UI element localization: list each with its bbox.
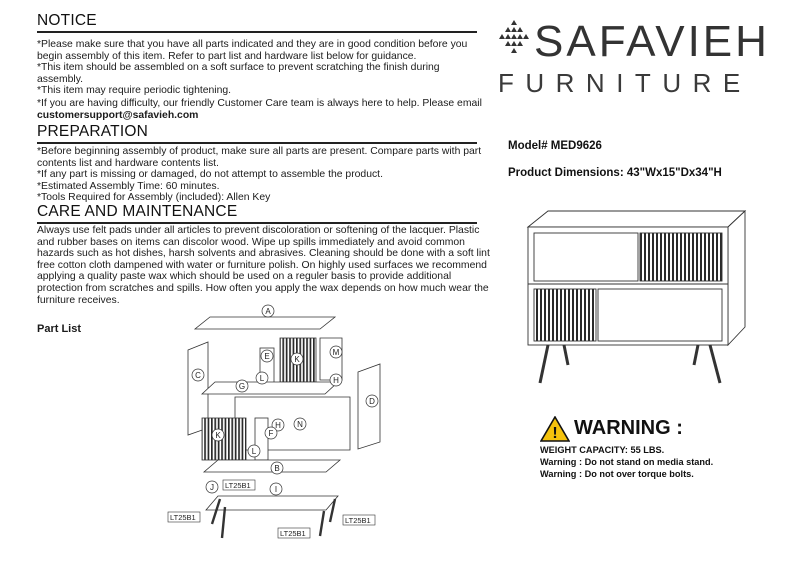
warning-triangle-icon	[540, 416, 570, 442]
label-m: M	[332, 348, 340, 357]
warning-weight-capacity: WEIGHT CAPACITY: 55 LBS.	[540, 445, 665, 455]
model-number: Model# MED9626	[508, 140, 602, 152]
label-h-upper: H	[333, 376, 339, 385]
part-j-leg	[222, 507, 225, 538]
label-n: N	[297, 420, 303, 429]
part-m-panel	[320, 338, 342, 380]
part-k-lower-door	[202, 418, 246, 460]
label-b: B	[274, 464, 280, 473]
assembled-cabinet-illustration	[520, 205, 750, 390]
warning-exclamation: !	[552, 425, 558, 442]
care-text	[37, 225, 499, 306]
warning-no-over-torque: Warning : Do not over torque bolts.	[540, 469, 694, 479]
part-n-back-panel	[235, 397, 350, 450]
label-lt25b1-top: LT25B1	[225, 481, 251, 490]
part-a-top-panel	[195, 317, 335, 329]
label-i: I	[274, 485, 278, 494]
label-e: E	[264, 352, 270, 361]
care-divider	[37, 222, 477, 224]
label-h-lower: H	[275, 421, 281, 430]
warning-no-stand: Warning : Do not stand on media stand.	[540, 457, 714, 467]
part-j-leg	[320, 511, 324, 536]
label-l-lower: L	[251, 447, 257, 456]
preparation-line: *Estimated Assembly Time: 60 minutes.	[37, 180, 220, 192]
label-c: C	[195, 371, 201, 380]
label-l-upper: L	[259, 374, 265, 383]
brand-subtitle: FURNITURE	[498, 68, 752, 98]
part-j-leg	[212, 499, 220, 524]
notice-line: *This item should be assembled on a soft surface to prevent scratching the finish during assembly.	[37, 62, 440, 85]
label-k-lower: K	[215, 431, 221, 440]
notice-line: *This item may require periodic tightening.	[37, 85, 232, 97]
notice-line: *Please make sure that you have all parts indicated and they are in good condition before you begin assembly of this item. Refer to part list and hardware list below for guidance.	[37, 39, 468, 62]
safavieh-logo-icon	[496, 20, 532, 54]
notice-line: *If you are having difficulty, our friendly Customer Care team is always here to help. Please email	[37, 97, 482, 109]
label-j: J	[210, 483, 214, 492]
care-paragraph: Always use felt pads under all articles to prevent discoloration or softening of the lacquer. Plastic and rubber bases on items can discolor wood. Wipe up spills immediately and avoid common hazards such as hot dishes, harsh solvents and abrasives. Cleaning should be done with a soft lint free cotton cloth dampened with water or furniture polish. On highly used surfaces we recommend applying a quality paste wax which should be used on a reguler basis to provide additional protection from scratches and spills. How often you apply the wax depends on how much wear the furniture receives.	[37, 225, 490, 306]
part-g-shelf	[202, 382, 338, 394]
product-dimensions: Product Dimensions: 43"Wx15"Dx34"H	[508, 167, 722, 179]
label-k-upper: K	[294, 355, 300, 364]
exploded-parts-diagram	[160, 300, 400, 550]
label-lt25b1-left: LT25B1	[170, 513, 196, 522]
label-lt25b1-bottom: LT25B1	[280, 529, 306, 538]
brand-name: SAFAVIEH	[534, 17, 770, 66]
warning-title: WARNING :	[574, 417, 683, 439]
preparation-text	[37, 146, 485, 204]
label-lt25b1-right: LT25B1	[345, 516, 371, 525]
preparation-line: *Tools Required for Assembly (included): Allen Key	[37, 192, 271, 204]
notice-heading: NOTICE	[37, 12, 97, 29]
label-g: G	[238, 382, 246, 391]
preparation-divider	[37, 142, 477, 144]
preparation-line: *If any part is missing or damaged, do not attempt to assemble the product.	[37, 169, 383, 181]
support-email: customersupport@safavieh.com	[37, 109, 199, 121]
care-heading: CARE AND MAINTENANCE	[37, 203, 238, 220]
lower-slat-door	[534, 289, 596, 341]
preparation-heading: PREPARATION	[37, 123, 149, 140]
upper-slat-door	[640, 233, 722, 281]
part-list-title: Part List	[37, 323, 82, 335]
label-d: D	[369, 397, 375, 406]
preparation-line: *Before beginning assembly of product, make sure all parts are present. Compare parts with part contents list and hardware contents list.	[37, 146, 482, 169]
label-a: A	[265, 307, 271, 316]
label-f: F	[268, 429, 274, 438]
notice-divider	[37, 31, 477, 33]
notice-text	[37, 39, 485, 121]
